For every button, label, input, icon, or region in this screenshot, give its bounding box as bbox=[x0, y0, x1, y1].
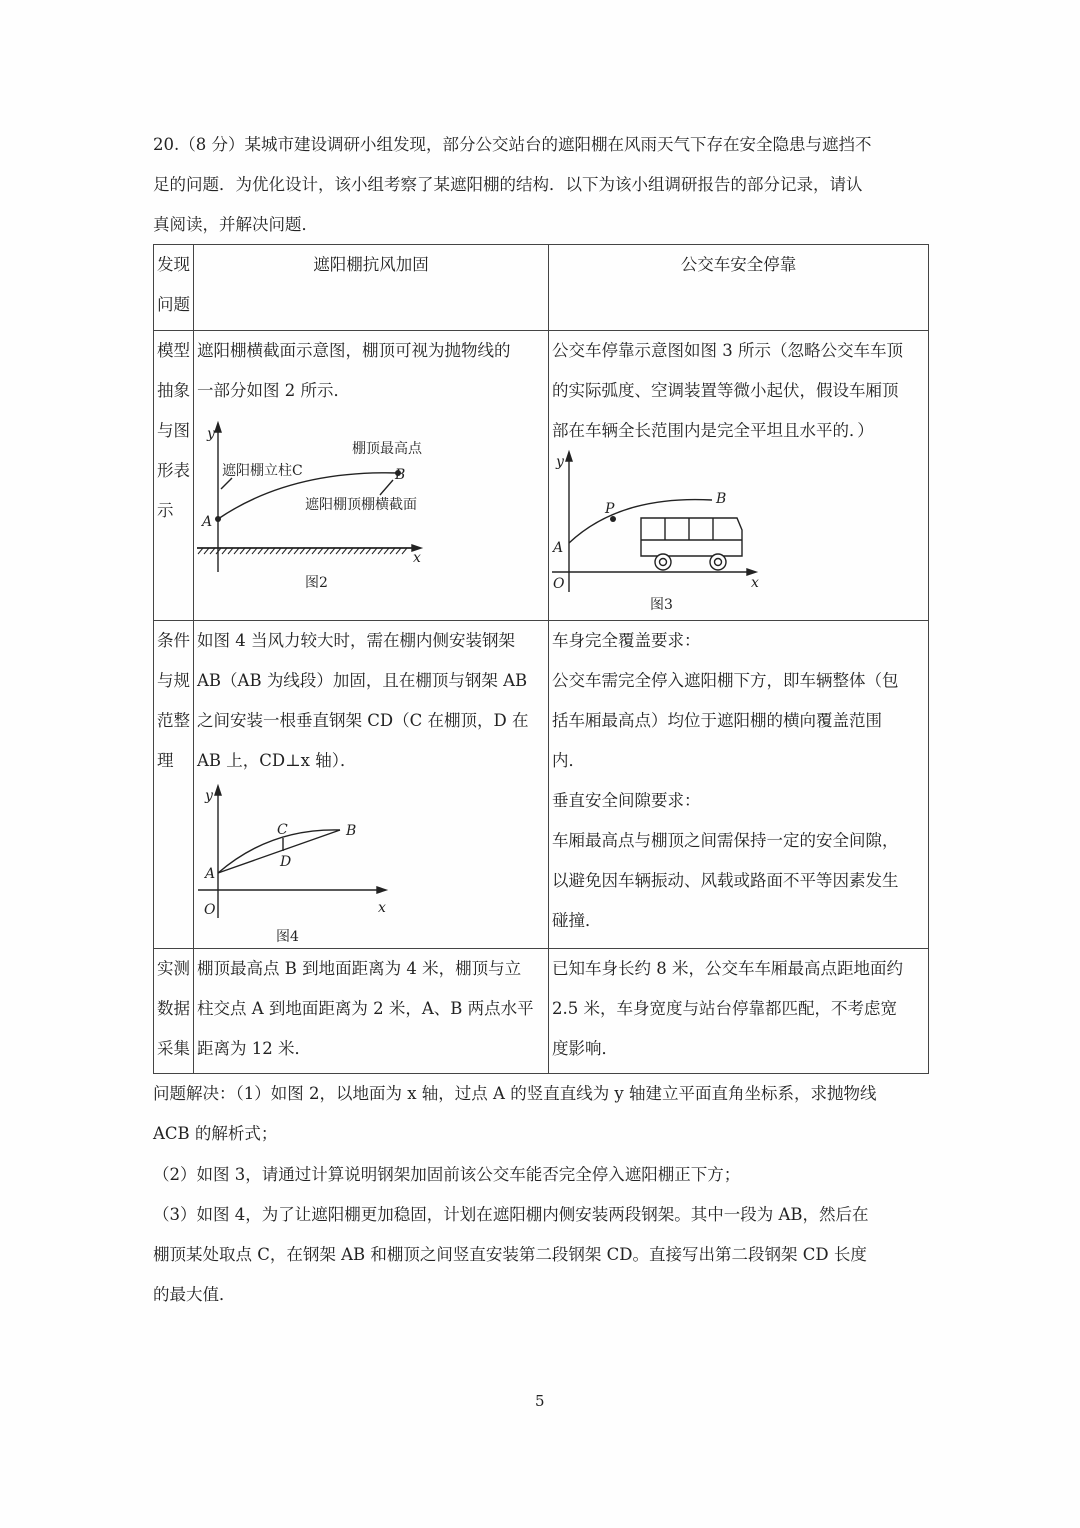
cell-line: 部在车辆全长范围内是完全平坦且水平的．） bbox=[552, 421, 874, 440]
column-header-bus: 公交车安全停靠 bbox=[549, 245, 929, 331]
a-label: A bbox=[202, 514, 213, 530]
question-line: （2）如图 3，请通过计算说明钢架加固前该公交车能否完全停入遮阳棚正下方； bbox=[153, 1165, 741, 1184]
top-point-label: 棚顶最高点 bbox=[352, 441, 422, 457]
question-line: ACB 的解析式； bbox=[153, 1124, 278, 1143]
y-label: y bbox=[207, 426, 215, 442]
origin-label: O bbox=[204, 902, 216, 918]
label-line: 条件 bbox=[157, 631, 190, 650]
x-label: x bbox=[378, 900, 386, 916]
intro-line: 真阅读，并解决问题． bbox=[153, 215, 318, 234]
cell-line: 已知车身长约 8 米，公交车车厢最高点距地面约 bbox=[552, 959, 903, 978]
cell-line: 棚顶最高点 B 到地面距离为 4 米，棚顶与立 bbox=[197, 959, 522, 978]
figure-caption: 图4 bbox=[276, 929, 299, 945]
cell-line: 度影响． bbox=[552, 1039, 618, 1058]
section-pointer-arrow bbox=[380, 480, 393, 495]
figure-caption: 图2 bbox=[305, 575, 328, 591]
cell-line: AB（AB 为线段）加固，且在棚顶与钢架 AB bbox=[197, 671, 528, 690]
y-axis-arrow-icon bbox=[215, 423, 221, 432]
cell-line: 一部分如图 2 所示． bbox=[197, 381, 350, 400]
x-label: x bbox=[751, 575, 759, 591]
b-label: B bbox=[716, 491, 727, 507]
label-line: 形表 bbox=[157, 461, 190, 480]
d-label: D bbox=[280, 854, 292, 870]
label-line: 发现 bbox=[157, 255, 190, 274]
intro-line: 20.（8 分）某城市建设调研小组发现，部分公交站台的遮阳棚在风雨天气下存在安全隐患与遮挡不 bbox=[153, 135, 872, 154]
p-label: P bbox=[605, 501, 615, 517]
question-line: 的最大值． bbox=[153, 1285, 236, 1304]
a-label: A bbox=[553, 540, 564, 556]
label-line: 抽象 bbox=[157, 381, 190, 400]
figure-caption: 图3 bbox=[650, 597, 673, 613]
cell-line: 垂直安全间隙要求： bbox=[552, 791, 701, 810]
section-label: 遮阳棚顶棚横截面 bbox=[305, 497, 417, 513]
question-line: 棚顶某处取点 C，在钢架 AB 和棚顶之间竖直安装第二段钢架 CD。直接写出第二段钢架 CD 长度 bbox=[153, 1245, 867, 1264]
cell-line: 以避免因车辆振动、风载或路面不平等因素发生 bbox=[552, 871, 899, 890]
cell-line: 2.5 米，车身宽度与站台停靠都匹配，不考虑宽 bbox=[552, 999, 897, 1018]
ground-hatch bbox=[198, 548, 407, 554]
label-line: 范整 bbox=[157, 711, 190, 730]
intro-line: 足的问题．为优化设计，该小组考察了某遮阳棚的结构．以下为该小组调研报告的部分记录，请认 bbox=[153, 175, 863, 194]
cell-line: 之间安装一根垂直钢架 CD（C 在棚顶，D 在 bbox=[197, 711, 529, 730]
label-line: 示 bbox=[157, 501, 174, 520]
b-label: B bbox=[395, 467, 406, 483]
origin-label: O bbox=[553, 576, 565, 592]
y-label: y bbox=[556, 454, 564, 470]
pillar-pointer-arrow bbox=[221, 478, 232, 489]
label-line: 与规 bbox=[157, 671, 190, 690]
question-line: （3）如图 4，为了让遮阳棚更加稳固，计划在遮阳棚内侧安装两段钢架。其中一段为 AB，然后在 bbox=[153, 1205, 869, 1224]
label-line: 理 bbox=[157, 751, 174, 770]
cell-line: 距离为 12 米． bbox=[197, 1039, 311, 1058]
bus-icon bbox=[641, 518, 742, 570]
cell-line: 车厢最高点与棚顶之间需保持一定的安全间隙， bbox=[552, 831, 899, 850]
label-line: 模型 bbox=[157, 341, 190, 360]
c-label: C bbox=[277, 822, 288, 838]
pillar-label: 遮阳棚立柱C bbox=[222, 463, 303, 479]
point-a bbox=[215, 516, 221, 522]
b-label: B bbox=[346, 823, 357, 839]
x-axis-arrow-icon bbox=[377, 887, 386, 893]
y-axis-arrow-icon bbox=[566, 452, 572, 461]
question-line: 问题解决：（1）如图 2，以地面为 x 轴，过点 A 的竖直直线为 y 轴建立平面直角坐标系，求抛物线 bbox=[153, 1084, 877, 1103]
column-header-wind: 遮阳棚抗风加固 bbox=[194, 245, 549, 331]
label-line: 采集 bbox=[157, 1039, 190, 1058]
label-line: 与图 bbox=[157, 421, 190, 440]
figure-4 bbox=[198, 786, 386, 918]
y-axis-arrow-icon bbox=[215, 786, 221, 795]
cell-line: 碰撞． bbox=[552, 911, 602, 930]
cell-line: 柱交点 A 到地面距离为 2 米，A、B 两点水平 bbox=[197, 999, 534, 1018]
a-label: A bbox=[205, 866, 216, 882]
x-label: x bbox=[413, 550, 421, 566]
label-line: 问题 bbox=[157, 295, 190, 314]
label-line: 数据 bbox=[157, 999, 190, 1018]
cell-line: 遮阳棚横截面示意图，棚顶可视为抛物线的 bbox=[197, 341, 511, 360]
cell-line: 车身完全覆盖要求： bbox=[552, 631, 701, 650]
cell-line: 公交车需完全停入遮阳棚下方，即车辆整体（包 bbox=[552, 671, 899, 690]
y-label: y bbox=[205, 788, 213, 804]
cell-line: 如图 4 当风力较大时，需在棚内侧安装钢架 bbox=[197, 631, 515, 650]
cell-line: AB 上，CD⊥x 轴）． bbox=[197, 751, 357, 770]
cell-line: 的实际弧度、空调装置等微小起伏，假设车厢顶 bbox=[552, 381, 899, 400]
cell-line: 括车厢最高点）均位于遮阳棚的横向覆盖范围 bbox=[552, 711, 882, 730]
cell-line: 内． bbox=[552, 751, 585, 770]
figure-3 bbox=[552, 452, 756, 592]
label-line: 实测 bbox=[157, 959, 190, 978]
cell-line: 公交车停靠示意图如图 3 所示（忽略公交车车顶 bbox=[552, 341, 903, 360]
page-number: 5 bbox=[535, 1392, 545, 1410]
